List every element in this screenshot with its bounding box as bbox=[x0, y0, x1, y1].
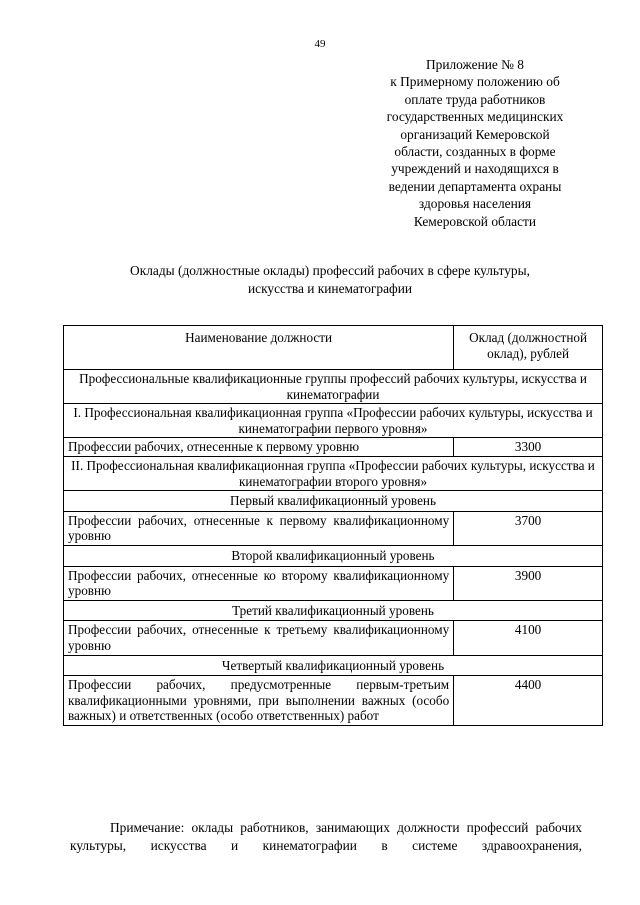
position-name-cell: Профессии рабочих, отнесенные к первому уровню bbox=[64, 438, 454, 457]
level-title-cell: Второй квалификационный уровень bbox=[64, 545, 603, 566]
table-row bbox=[64, 438, 603, 457]
table-header-row bbox=[64, 326, 603, 370]
appendix-line: к Примерному положению об bbox=[390, 74, 560, 90]
appendix-line: ведении департамента охраны bbox=[388, 178, 562, 194]
salary-cell: 3700 bbox=[454, 511, 603, 545]
title-line: искусства и кинематографии bbox=[247, 280, 413, 296]
salary-cell: 3900 bbox=[454, 566, 603, 600]
column-header-name: Наименование должности bbox=[64, 326, 454, 370]
table-row bbox=[64, 511, 603, 545]
table-row bbox=[64, 566, 603, 600]
salary-table bbox=[63, 325, 603, 726]
appendix-line: оплате труда работников bbox=[404, 91, 546, 107]
salary-cell: 4400 bbox=[454, 676, 603, 726]
appendix-line: государственных медицинских bbox=[386, 109, 564, 125]
table-row bbox=[64, 676, 603, 726]
appendix-line: учреждений и находящихся в bbox=[391, 161, 559, 177]
table-row bbox=[64, 600, 603, 621]
appendix-line: области, созданных в форме bbox=[394, 144, 556, 160]
footnote: Примечание: оклады работников, занимающих должности профессий рабочих культуры, искусства и кинематографии в системе здравоохранения, bbox=[70, 820, 582, 854]
group-title-cell: I. Профессиональная квалификационная группа «Профессии рабочих культуры, искусства и кинематографии первого уровня» bbox=[64, 404, 603, 438]
table-row bbox=[64, 621, 603, 655]
group-title-cell: II. Профессиональная квалификационная группа «Профессии рабочих культуры, искусства и кинематографии второго уровня» bbox=[64, 456, 603, 490]
position-name-cell: Профессии рабочих, отнесенные к первому квалификационному уровню bbox=[64, 511, 454, 545]
appendix-line: здоровья населения bbox=[418, 196, 532, 212]
appendix-line: Кемеровской области bbox=[413, 213, 537, 229]
position-name-cell: Профессии рабочих, отнесенные ко второму квалификационному уровню bbox=[64, 566, 454, 600]
table-row bbox=[64, 545, 603, 566]
appendix-line: Приложение № 8 bbox=[425, 57, 525, 72]
appendix-line: организаций Кемеровской bbox=[400, 126, 550, 142]
table-row bbox=[64, 655, 603, 676]
table-row bbox=[64, 404, 603, 438]
level-title-cell: Третий квалификационный уровень bbox=[64, 600, 603, 621]
page-number: 49 bbox=[314, 38, 326, 50]
position-name-cell: Профессии рабочих, предусмотренные первым-третьим квалификационными уровнями, при выполнении важных (особо важных) и ответственных (особо ответственных) работ bbox=[64, 676, 454, 726]
column-header-salary: Оклад (должностной оклад), рублей bbox=[454, 326, 603, 370]
level-title-cell: Первый квалификационный уровень bbox=[64, 491, 603, 512]
table-row bbox=[64, 456, 603, 490]
table-row bbox=[64, 370, 603, 404]
salary-cell: 4100 bbox=[454, 621, 603, 655]
salary-cell: 3300 bbox=[454, 438, 603, 457]
position-name-cell: Профессии рабочих, отнесенные к третьему квалификационному уровню bbox=[64, 621, 454, 655]
table-row bbox=[64, 491, 603, 512]
document-title bbox=[70, 262, 590, 297]
pkg-header-cell: Профессиональные квалификационные группы профессий рабочих культуры, искусства и кинематографии bbox=[64, 370, 603, 404]
level-title-cell: Четвертый квалификационный уровень bbox=[64, 655, 603, 676]
appendix-header bbox=[360, 56, 590, 230]
title-line: Оклады (должностные оклады) профессий рабочих в сфере культуры, bbox=[130, 263, 530, 278]
